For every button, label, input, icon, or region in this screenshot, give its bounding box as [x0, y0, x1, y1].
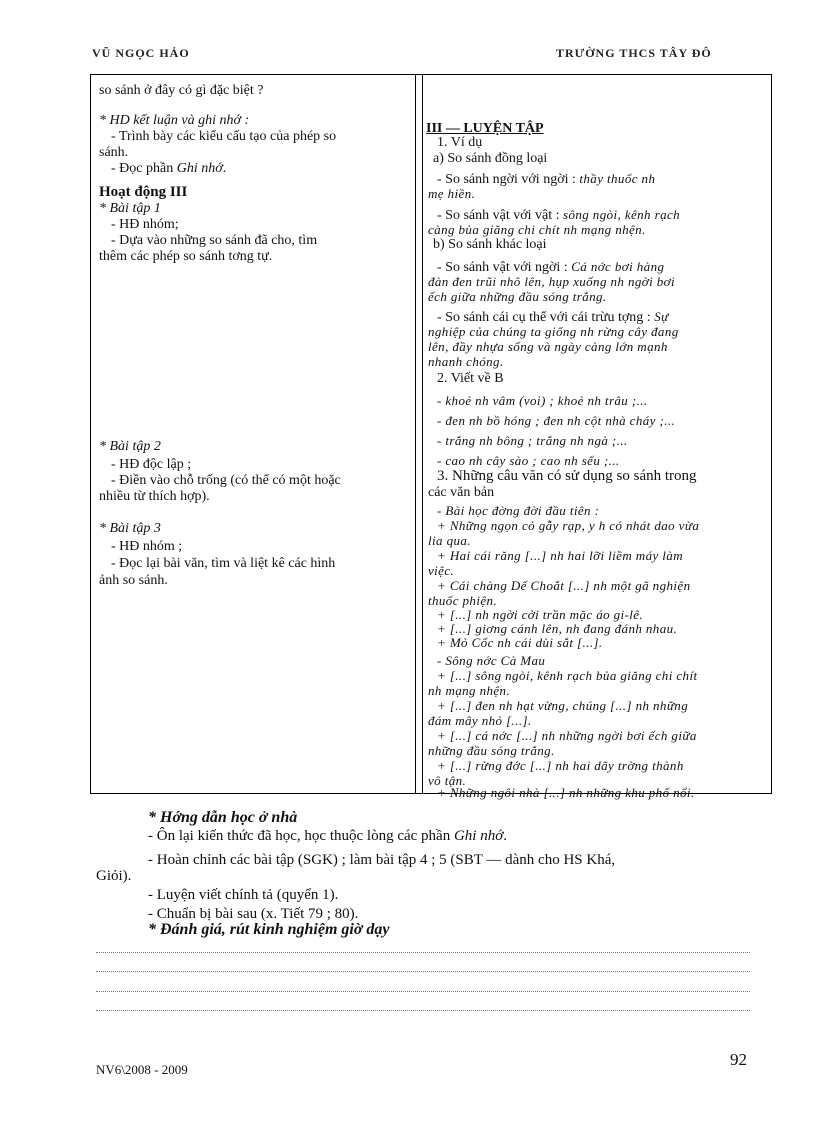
right-line: đàn đen trũi nhô lên, hụp xuống nh ngời bơi	[428, 274, 676, 289]
course-label: NV6\2008 - 2009	[96, 1062, 188, 1077]
left-line: nhiều từ thích hợp).	[99, 489, 210, 504]
left-line: - HĐ độc lập ;	[111, 457, 192, 472]
right-column	[422, 75, 771, 800]
right-line: + [...] nh ngời cởi trần mặc áo gi-lê.	[437, 607, 644, 622]
dotted-line	[96, 991, 750, 992]
right-line: ếch giữa những đầu sóng trắng.	[428, 289, 607, 304]
activity-heading: Hoạt động III	[99, 184, 188, 200]
right-line: - cao nh cây sào ; cao nh sếu ;...	[437, 453, 620, 468]
exercise-2-heading: * Bài tập 2	[99, 439, 161, 454]
dotted-line	[96, 1010, 750, 1011]
header-author: VŨ NGỌC HẢO	[92, 46, 190, 60]
right-line: + [...] sông ngòi, kênh rạch bủa giăng chi chít	[437, 668, 698, 683]
right-line: càng bủa giăng chi chít nh mạng nhện.	[428, 222, 646, 237]
footer-line: - Hoàn chỉnh các bài tập (SGK) ; làm bài tập 4 ; 5 (SBT — dành cho HS Khá,	[148, 852, 616, 868]
right-line: những đầu sóng trắng.	[428, 743, 555, 758]
right-line: + Hai cái răng [...] nh hai lỡi liềm máy làm	[437, 548, 683, 563]
left-line: - Đọc lại bài văn, tìm và liệt kê các hình	[111, 556, 336, 571]
right-line: nhanh chóng.	[428, 354, 504, 369]
right-line: việc.	[428, 563, 455, 578]
right-line: lia qua.	[428, 533, 471, 548]
left-line: ảnh so sánh.	[99, 573, 168, 588]
right-line: - Bài học đờng đời đầu tiên :	[437, 503, 600, 518]
left-line: sánh.	[99, 145, 129, 160]
header-school: TRƯỜNG THCS TÂY ĐÔ	[556, 46, 712, 60]
page-number: 92	[730, 1050, 747, 1069]
right-line: lên, đầy nhựa sống và ngày càng lớn mạnh	[428, 339, 668, 354]
left-line: - Điền vào chỗ trống (có thể có một hoặc	[111, 473, 341, 488]
right-line: + [...] rừng đớc [...] nh hai dãy trờng thành	[437, 758, 684, 773]
right-line: + [...] cá nớc [...] nh những ngời bơi ếch giữa	[437, 728, 697, 743]
right-line: 3. Những câu văn có sử dụng so sánh trong	[437, 468, 697, 484]
right-line: a) So sánh đồng loại	[433, 151, 548, 166]
left-column	[91, 75, 416, 793]
dotted-line	[96, 971, 750, 972]
left-line: so sánh ở đây có gì đặc biệt ?	[99, 83, 264, 98]
right-line: mẹ hiền.	[428, 186, 476, 201]
footer-line: - Luyện viết chính tả (quyển 1).	[148, 887, 339, 903]
right-line: đám mây nhỏ [...].	[428, 713, 532, 728]
right-line: + Cái chàng Dế Choắt [...] nh một gã nghiện	[437, 578, 691, 593]
left-line: - HĐ nhóm ;	[111, 539, 183, 554]
footer-line: Giỏi).	[96, 868, 132, 884]
right-line: vô tận.	[428, 773, 467, 788]
right-line: 2. Viết về B	[437, 371, 504, 386]
right-line: các văn bản	[428, 485, 495, 500]
exercise-1-heading: * Bài tập 1	[99, 201, 161, 216]
dotted-line	[96, 952, 750, 953]
evaluation-heading: * Đánh giá, rút kinh nghiệm giờ dạy	[148, 921, 390, 938]
right-line: - khoẻ nh vâm (voi) ; khoẻ nh trâu ;...	[437, 393, 648, 408]
left-line: - Đọc phần Ghi nhớ.	[111, 161, 227, 176]
footer-line: - Chuẩn bị bài sau (x. Tiết 79 ; 80).	[148, 906, 359, 922]
homework-heading: * Hớng dẫn học ở nhà	[148, 809, 298, 826]
right-line: + Những ngọn cỏ gẫy rạp, y h có nhát dao vừa	[437, 518, 700, 533]
right-line: 1. Ví dụ	[437, 135, 483, 150]
right-line: - So sánh vật với ngời : Cá nớc bơi hàng	[437, 259, 665, 275]
left-line: - Trình bày các kiểu cấu tạo của phép so	[111, 129, 337, 144]
right-line: b) So sánh khác loại	[433, 237, 547, 252]
right-line: - Sông nớc Cà Mau	[437, 653, 546, 668]
left-heading: * HD kết luận và ghi nhớ :	[99, 113, 250, 128]
right-line: - trắng nh bông ; trắng nh ngà ;...	[437, 433, 628, 448]
right-line: + [...] giơng cánh lên, nh đang đánh nhau.	[437, 621, 678, 636]
right-line: - So sánh ngời với ngời : thầy thuốc nh	[437, 171, 656, 187]
exercise-3-heading: * Bài tập 3	[99, 521, 161, 536]
right-line: nghiệp của chúng ta giống nh rừng cây đang	[428, 324, 679, 339]
right-line: nh mạng nhện.	[428, 683, 511, 698]
right-line: - So sánh vật với vật : sông ngòi, kênh rạch	[437, 207, 681, 223]
footer-line: - Ôn lại kiến thức đã học, học thuộc lòng các phần Ghi nhớ.	[148, 828, 507, 844]
left-line: - Dựa vào những so sánh đã cho, tìm	[111, 233, 318, 248]
left-line: thêm các phép so sánh tơng tự.	[99, 249, 273, 264]
right-line: + Những ngôi nhà [...] nh những khu phố nổi.	[437, 785, 695, 800]
lesson-table	[90, 74, 772, 800]
right-line: + [...] đen nh hạt vừng, chúng [...] nh những	[437, 698, 689, 713]
right-line: - So sánh cái cụ thể với cái trừu tợng : Sự	[437, 309, 669, 325]
section-title: III — LUYỆN TẬP	[426, 121, 544, 136]
right-line: thuốc phiện.	[428, 593, 498, 608]
right-line: + Mỏ Cốc nh cái dùi sắt [...].	[437, 635, 603, 650]
right-line: - đen nh bồ hóng ; đen nh cột nhà cháy ;...	[437, 413, 676, 428]
left-line: - HĐ nhóm;	[111, 217, 179, 232]
